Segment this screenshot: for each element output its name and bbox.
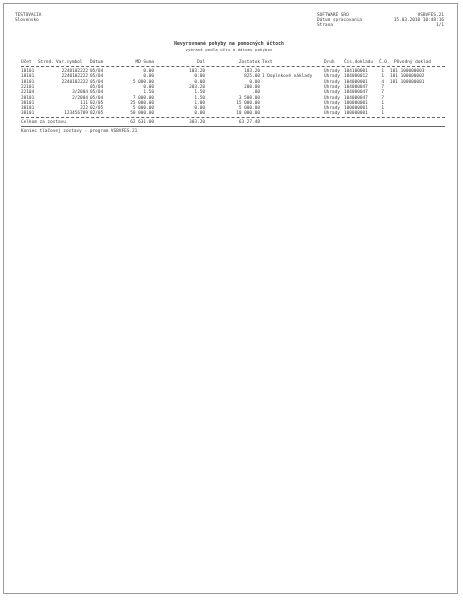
cell-date: 05/04 [90, 69, 104, 74]
footer-note: Koniec tlačovej zostavy - program VSBVFES.21 [21, 129, 138, 134]
date-label: Dátum spracovania [317, 18, 362, 23]
cell-var-symbol: 3/2004 [72, 90, 88, 96]
cell-doc-number: 100000001 [344, 111, 368, 117]
cell-balance: 5 000.00 [238, 106, 260, 112]
cell-balance: 3 500.00 [238, 95, 260, 101]
company-name: TESTOVACIA [15, 13, 42, 18]
cell-dal: 0.00 [194, 79, 205, 85]
cell-op: 1 [381, 74, 384, 80]
cell-doc-type: Úhrady [324, 90, 340, 96]
cell-date: 05/04 [90, 79, 104, 85]
cell-var-symbol: 222 [80, 106, 88, 112]
cell-op: 1 [381, 106, 384, 112]
cell-doc-type: Úhrady [324, 79, 340, 85]
cell-doc-number: 104000047 [344, 84, 368, 90]
cell-date: 05/04 [90, 95, 104, 101]
cell-date: 02/05 [90, 106, 104, 112]
footer-divider [21, 126, 445, 127]
cell-doc-type: Úhrady [324, 69, 340, 74]
cell-dal: 1.50 [194, 90, 205, 96]
col-text: Text [262, 60, 273, 65]
report-subtitle: vybrané podľa účtu a dátumu pohybov [185, 47, 273, 52]
totals-balance: 63 27.40 [238, 120, 260, 125]
cell-doc-number: 104100001 [344, 69, 368, 74]
cell-date: 05/04 [90, 90, 104, 96]
cell-var-symbol: 2/2004 [72, 95, 88, 101]
cell-balance: 0.00 [249, 79, 260, 85]
cell-text: 1 Doplnkové náklady [262, 74, 313, 80]
col-doc-type: Druh [324, 60, 335, 65]
program-code: VSBVFES.21 [417, 13, 444, 18]
cell-op: 1 [381, 100, 384, 106]
cell-doc-number: 104000012 [344, 74, 368, 80]
cell-account: 18101 [21, 79, 35, 85]
cell-dal: 1.50 [194, 95, 205, 101]
cell-doc-number: 100000001 [344, 106, 368, 112]
cell-op: 7 [381, 95, 384, 101]
date-value: 15.03.2010 10:48:16 [393, 18, 444, 23]
cell-account: 22104 [21, 90, 35, 96]
cell-doc-type: Úhrady [324, 95, 340, 101]
cell-doc-type: Úhrady [324, 74, 340, 80]
cell-balance: 825.00 [244, 74, 260, 80]
cell-account: 22101 [21, 84, 35, 90]
cell-op: 7 [381, 84, 384, 90]
col-doc-number: Čís.dokladu [344, 60, 374, 65]
cell-var-symbol: 2240102222 [61, 74, 88, 80]
page-value: 1/1 [436, 23, 444, 28]
col-orig-doc: Pôvodný doklad [394, 60, 432, 65]
col-center: Stred. [38, 60, 54, 65]
cell-md: 5 000.00 [132, 106, 154, 112]
cell-orig-doc: 101 100000003 [390, 69, 425, 74]
cell-account: 18101 [21, 69, 35, 74]
cell-md: 0.00 [143, 69, 154, 74]
cell-md: 1.50 [143, 90, 154, 96]
header-divider [21, 66, 445, 67]
cell-dal: 103.20 [189, 69, 205, 74]
cell-var-symbol: 2240102222 [61, 79, 88, 85]
cell-account: 18101 [21, 74, 35, 80]
totals-md: 62 631.00 [130, 120, 154, 125]
cell-date: 05/04 [90, 74, 104, 80]
cell-balance: 10 000.00 [236, 111, 260, 117]
report-title: Nevyrovnané pohyby na pomocných účtoch [174, 42, 284, 47]
cell-account: 38101 [21, 100, 35, 106]
cell-dal: 0.00 [194, 74, 205, 80]
program-name: SOFTWARE SRO [317, 13, 349, 18]
cell-dal: 0.00 [194, 111, 205, 117]
col-date: Dátum [90, 60, 104, 65]
cell-md: 0.00 [143, 74, 154, 80]
company-subtitle: Slovensko [15, 18, 39, 23]
cell-op: 1 [381, 69, 384, 74]
cell-op: 4 [381, 79, 384, 85]
cell-balance: .00 [252, 90, 260, 96]
cell-dal: 1.00 [194, 100, 205, 106]
col-dal: Dal [197, 60, 205, 65]
cell-op: 7 [381, 90, 384, 96]
cell-date: 02/05 [90, 100, 104, 106]
col-account: Účet [21, 60, 32, 65]
cell-doc-number: 100000001 [344, 100, 368, 106]
cell-doc-number: 104000001 [344, 79, 368, 85]
cell-doc-number: 104000047 [344, 95, 368, 101]
cell-var-symbol: 111 [80, 100, 88, 106]
cell-account: 28101 [21, 95, 35, 101]
cell-balance: 200.00 [244, 84, 260, 90]
cell-doc-type: Úhrady [324, 100, 340, 106]
page-label: Strana [317, 23, 333, 28]
cell-date: 02/05 [90, 111, 104, 117]
cell-date: 05/04 [90, 84, 104, 90]
cell-balance: 103.20 [244, 69, 260, 74]
cell-doc-type: Úhrady [324, 84, 340, 90]
totals-dal: 303.20 [189, 120, 205, 125]
cell-doc-number: 104000047 [344, 90, 368, 96]
cell-account: 38101 [21, 111, 35, 117]
report-page [3, 3, 458, 594]
col-balance: Zostatok [238, 60, 260, 65]
col-var-symbol: Var.symbol [56, 60, 83, 65]
cell-account: 38101 [21, 106, 35, 112]
cell-dal: 0.00 [194, 106, 205, 112]
cell-doc-type: Úhrady [324, 111, 340, 117]
cell-op: 1 [381, 111, 384, 117]
cell-dal: 203.20 [189, 84, 205, 90]
cell-var-symbol: 123456789 [64, 111, 88, 117]
totals-label: Celkom za zostavu [21, 120, 66, 125]
cell-orig-doc: 101 100000002 [390, 74, 425, 80]
totals-divider [21, 117, 445, 118]
col-op: Č.O. [379, 60, 390, 65]
cell-orig-doc: 101 100000001 [390, 79, 425, 85]
col-md: MD Sumа [135, 60, 154, 65]
cell-md: 50 000.00 [130, 111, 154, 117]
cell-md: 0.00 [143, 84, 154, 90]
cell-md: 25 000.00 [130, 100, 154, 106]
cell-md: 5 000.00 [132, 79, 154, 85]
cell-var-symbol: 2240102222 [61, 69, 88, 74]
cell-md: 7 000.00 [132, 95, 154, 101]
cell-doc-type: Úhrady [324, 106, 340, 112]
cell-balance: 15 000.00 [236, 100, 260, 106]
